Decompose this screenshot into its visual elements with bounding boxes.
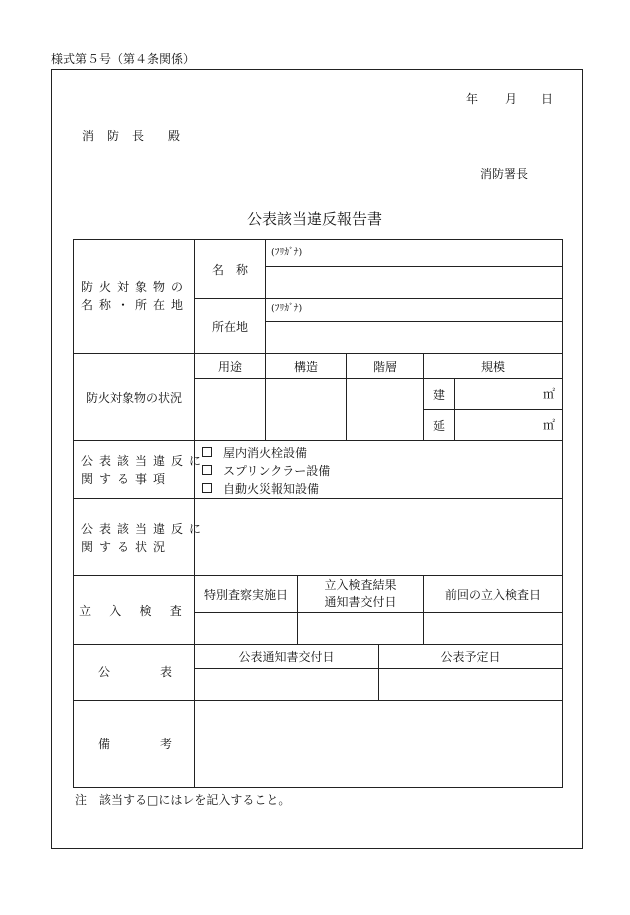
publication-header-scheduled: 公表予定日 xyxy=(440,650,501,664)
name-field[interactable] xyxy=(266,267,562,298)
form-id: 様式第５号（第４条関係） xyxy=(51,52,196,66)
total-area-field[interactable] xyxy=(455,410,540,440)
checkbox-sprinkler[interactable] xyxy=(202,463,330,477)
date-day: 日 xyxy=(541,92,554,106)
location-field[interactable] xyxy=(266,322,562,353)
publication-label-right: 表 xyxy=(160,665,173,679)
previous-inspection-date-field[interactable] xyxy=(424,613,562,644)
footnote: 注 該当する□にはレを記入すること。 xyxy=(75,793,291,807)
status-header-scale: 規模 xyxy=(480,359,505,374)
floors-field[interactable] xyxy=(347,379,423,440)
addressee-3: 長 xyxy=(132,129,145,143)
checkbox-label: スプリンクラー設備 xyxy=(223,463,331,478)
remarks-field[interactable] xyxy=(195,701,562,787)
inspection-header-special: 特別査察実施日 xyxy=(203,587,288,602)
status-header-structure: 構造 xyxy=(293,359,318,374)
checkbox-fire-alarm[interactable] xyxy=(202,481,319,495)
checkbox-label: 自動火災報知設備 xyxy=(223,481,320,496)
row-divider xyxy=(73,440,563,441)
scale-building-unit: ㎡ xyxy=(543,387,556,401)
scale-building-label: 建 xyxy=(432,387,445,402)
remarks-label-right: 考 xyxy=(160,737,173,751)
publication-notice-date-field[interactable] xyxy=(195,669,378,700)
use-field[interactable] xyxy=(195,379,265,440)
building-area-field[interactable] xyxy=(455,379,540,409)
checkbox-label: 屋内消火栓設備 xyxy=(223,445,308,460)
date-month: 月 xyxy=(505,92,518,106)
checkbox-square[interactable] xyxy=(202,465,212,475)
status-label: 防火対象物の状況 xyxy=(85,390,182,405)
remarks-label-left: 備 xyxy=(98,737,111,751)
date-year: 年 xyxy=(466,92,479,106)
status-header-use: 用途 xyxy=(217,359,242,374)
addressee-1: 消 xyxy=(82,129,95,143)
inspection-label: 立 入 検 査 xyxy=(79,603,189,618)
addressee-2: 防 xyxy=(107,129,120,143)
inspection-header-result: 立入検査結果 通知書交付日 xyxy=(324,578,397,609)
addressee-honorific: 殿 xyxy=(168,129,181,143)
checkbox-square[interactable] xyxy=(202,483,212,493)
publication-header-notice: 公表通知書交付日 xyxy=(238,650,335,664)
form-title: 公表該当違反報告書 xyxy=(247,210,383,228)
violation-status-label: 公表該当違反に 関する状況 xyxy=(81,522,208,554)
name-furigana-label: (ﾌﾘｶﾞﾅ) xyxy=(271,247,303,258)
target-name-location-label: 防火対象物の 名称・所在地 xyxy=(81,280,190,312)
scale-total-unit: ㎡ xyxy=(543,418,556,432)
sender: 消防署長 xyxy=(480,167,529,181)
table-border-left xyxy=(73,239,74,788)
scale-total-label: 延 xyxy=(432,418,445,433)
table-border-bottom xyxy=(73,787,563,788)
special-inspection-date-field[interactable] xyxy=(195,613,297,644)
checkbox-indoor-hydrant[interactable] xyxy=(202,445,307,459)
violation-status-field[interactable] xyxy=(195,499,562,575)
location-furigana-field[interactable] xyxy=(330,299,562,321)
structure-field[interactable] xyxy=(266,379,346,440)
name-furigana-field[interactable] xyxy=(330,240,562,266)
location-furigana-label: (ﾌﾘｶﾞﾅ) xyxy=(271,303,303,314)
result-notice-date-field[interactable] xyxy=(298,613,423,644)
violation-items-label: 公表該当違反に 関する事項 xyxy=(81,454,208,486)
location-label: 所在地 xyxy=(211,319,248,334)
status-header-floors: 階層 xyxy=(372,359,397,374)
checkbox-square[interactable] xyxy=(202,447,212,457)
publication-label-left: 公 xyxy=(98,665,111,679)
name-label: 名 称 xyxy=(211,262,248,277)
publication-scheduled-date-field[interactable] xyxy=(379,669,562,700)
inspection-header-previous: 前回の立入検査日 xyxy=(444,587,541,602)
